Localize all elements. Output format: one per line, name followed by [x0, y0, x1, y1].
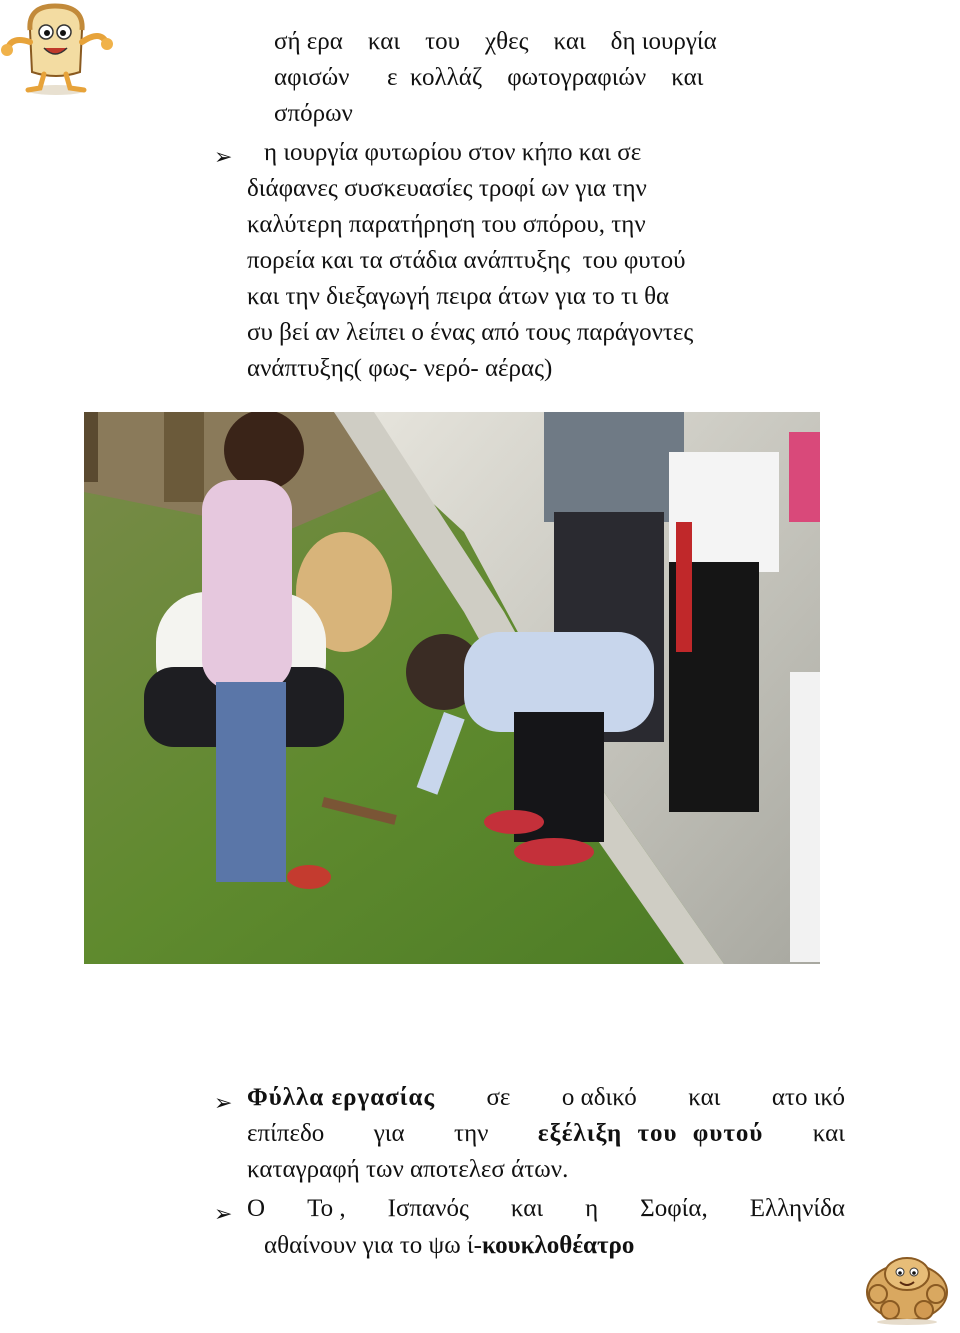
bullet2-line-1 [247, 1080, 845, 1116]
bullet2-word-4: ατο ικό [771, 1084, 845, 1111]
intro-line-3-text: σπόρων [274, 100, 353, 127]
bullet1-line-7-text: ανάπτυξης( φως- νερό- αέρας) [247, 355, 553, 382]
bullet1-line-6 [247, 315, 693, 351]
bullet1-line-2 [247, 171, 647, 207]
intro-line-1-text: σή ερα και του χθες και δη ιουργία [274, 28, 717, 55]
bullet3-word-4: και [510, 1195, 544, 1222]
bullet1-line-4-text: πορεία και τα στάδια ανάπτυξης του φυτού [247, 247, 686, 274]
activity-photo [84, 412, 820, 964]
bullet1-line-6-text: συ βεί αν λείπει ο ένας από τους παράγοντες [247, 319, 694, 346]
bullet3-word-5: η [585, 1195, 599, 1222]
bread-roll-icon [862, 1244, 952, 1326]
bullet3-word-2: Το , [307, 1195, 346, 1222]
bullet1-line-4 [247, 243, 686, 279]
bullet1-line-1 [264, 135, 641, 171]
bullet1-line-3-text: καλύτερη παρατήρηση του σπόρου, την [247, 211, 646, 238]
bullet2-word-2: ο αδικό [561, 1084, 637, 1111]
bullet1-line-7 [247, 351, 552, 387]
bullet2-line-3 [247, 1152, 568, 1188]
bullet2-word-7: την [454, 1120, 489, 1147]
intro-line-2 [274, 60, 846, 96]
puppet-theatre-label: κουκλοθέατρο [481, 1232, 635, 1259]
bread-roll-logo [862, 1244, 952, 1326]
bullet3-word-7: Ελληνίδα [749, 1195, 845, 1222]
bullet3-line-2-text: αθαίνουν για το ψω ί- [264, 1232, 482, 1259]
bullet2-word-3: και [688, 1084, 721, 1111]
bread-mascot-logo [0, 0, 115, 98]
bullet1-line-2-text: διάφανες συσκευασίες τροφί ων για την [247, 175, 647, 202]
arrow-bullet-icon: ➢ [214, 1091, 233, 1116]
plant-evolution-label: εξέλιξη του φυτού [537, 1120, 764, 1147]
bullet3-word-6: Σοφία, [640, 1195, 708, 1222]
bullet3-word-3: Ισπανός [387, 1195, 469, 1222]
bullet1-line-5 [247, 279, 669, 315]
arrow-bullet-icon: ➢ [214, 145, 233, 170]
arrow-bullet-icon: ➢ [214, 1202, 233, 1227]
bullet3-line-1 [247, 1191, 845, 1227]
bullet2-word-5: επίπεδο [247, 1120, 325, 1147]
bullet2-word-8: και [812, 1120, 845, 1147]
bread-mascot-icon [0, 0, 115, 98]
bullet1-line-5-text: και την διεξαγωγή πειρα άτων για το τι θα [247, 283, 670, 310]
intro-line-3 [274, 96, 353, 132]
bullet2-word-6: για [373, 1120, 405, 1147]
bullet2-line-3-text: καταγραφή των αποτελεσ άτων. [247, 1156, 569, 1183]
children-planting-photo [84, 412, 820, 964]
intro-line-1 [274, 24, 846, 60]
bullet2-line-2 [247, 1116, 845, 1152]
intro-line-2-text: αφισών ε κολλάζ φωτογραφιών και [274, 64, 704, 91]
bullet1-line-1-text: η ιουργία φυτωρίου στον κήπο και σε [264, 139, 642, 166]
worksheets-label: Φύλλα εργασίας [247, 1084, 436, 1111]
bullet3-word-1: Ο [247, 1195, 266, 1222]
bullet1-line-3 [247, 207, 646, 243]
bullet2-word-1: σε [486, 1084, 511, 1111]
bullet3-line-2 [264, 1228, 634, 1264]
